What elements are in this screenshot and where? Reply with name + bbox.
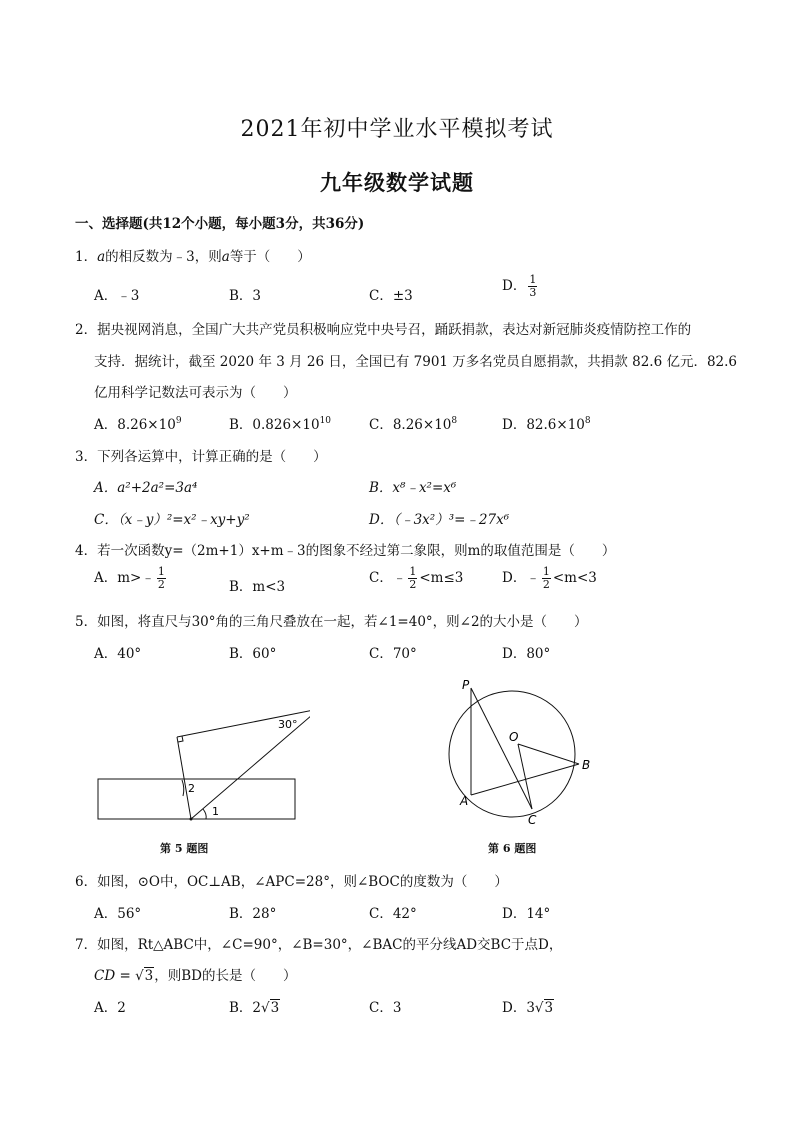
q2-option-a[interactable]: A．$8.26\times 10^9$ xyxy=(94,416,182,433)
figure-5-caption: 第 5 题图 xyxy=(160,842,209,855)
q5-option-d[interactable]: D．80° xyxy=(502,646,551,662)
question-6: 6．如图，⊙O中，OC⊥AB，∠APC=28°，则∠BOC的度数为（ ） xyxy=(75,874,508,890)
question-1: 1．a的相反数为﹣3，则a等于（ ） xyxy=(75,249,311,265)
triangle-side-left xyxy=(177,737,191,819)
q5-option-c[interactable]: C．70° xyxy=(369,646,417,662)
q2-option-b[interactable]: B．$0.826\times 10^{10}$ xyxy=(229,416,332,433)
q1-option-c[interactable]: C．±3 xyxy=(369,288,413,304)
q7-option-d[interactable]: D．3√3 xyxy=(502,1000,554,1016)
figure-6-caption: 第 6 题图 xyxy=(488,842,537,855)
q4-option-b[interactable]: B．m<3 xyxy=(229,579,286,595)
q6-option-c[interactable]: C．42° xyxy=(369,906,417,922)
angle-1-label: 1 xyxy=(212,805,219,818)
question-4: 4．若一次函数y=（2m+1）x+m﹣3的图象不经过第二象限，则m的取值范围是（ ） xyxy=(75,543,616,559)
q3-option-a[interactable]: A．a²+2a²=3a⁴ xyxy=(94,480,198,496)
q2-option-d[interactable]: D．$82.6\times 10^8$ xyxy=(502,416,591,433)
q4-option-d[interactable]: D．﹣ $\frac{1}{2}$ <m<3 xyxy=(502,565,597,591)
angle-30-label: 30° xyxy=(278,718,298,731)
q6-option-a[interactable]: A．56° xyxy=(94,906,142,922)
question-2-line-3: 亿用科学记数法可表示为（ ） xyxy=(94,385,297,401)
q1-option-a[interactable]: A．﹣3 xyxy=(94,288,140,304)
q6-option-b[interactable]: B．28° xyxy=(229,906,277,922)
segment-pc xyxy=(471,688,532,809)
q3-option-c[interactable]: C．（x﹣y）²=x²﹣xy+y² xyxy=(94,512,250,528)
q4-option-c[interactable]: C．﹣ $\frac{1}{2}$ <m≤3 xyxy=(369,565,464,591)
question-2-line-2: 支持．据统计，截至 2020 年 3 月 26 日，全国已有 7901 万多名党员自愿捐款，共捐款 82.6 亿元．82.6 xyxy=(94,354,738,370)
figure-5 xyxy=(90,700,310,830)
angle-2-label: 2 xyxy=(188,782,195,795)
ruler-rect xyxy=(98,779,295,819)
segment-oc xyxy=(518,744,532,809)
q7-option-b[interactable]: B．2√3 xyxy=(229,1000,280,1016)
question-7-line-1: 7．如图，Rt△ABC中，∠C=90°，∠B=30°，∠BAC的平分线AD交BC于点D， xyxy=(75,937,563,953)
exam-title: 2021年初中学业水平模拟考试 xyxy=(240,117,554,142)
q7-option-a[interactable]: A．2 xyxy=(94,1000,126,1016)
section-heading: 一、选择题(共12个小题，每小题3分，共36分) xyxy=(75,216,365,232)
q2-option-c[interactable]: C．$8.26\times 10^8$ xyxy=(369,416,458,433)
segment-ab xyxy=(471,764,579,795)
angle-1-arc xyxy=(203,809,206,819)
q4-option-a[interactable]: A．m>﹣ $\frac{1}{2}$ xyxy=(94,565,165,591)
q3-option-d[interactable]: D．（﹣3x²）³=﹣27x⁶ xyxy=(369,512,510,528)
q6-option-d[interactable]: D．14° xyxy=(502,906,551,922)
figure-6 xyxy=(440,668,610,833)
point-o-label: O xyxy=(509,730,519,744)
q1-option-d[interactable]: D． $\frac{1}{3}$ xyxy=(502,273,537,299)
question-3: 3．下列各运算中，计算正确的是（ ） xyxy=(75,449,327,465)
q1-option-b[interactable]: B．3 xyxy=(229,288,262,304)
question-2-line-1: 2．据央视网消息，全国广大共产党员积极响应党中央号召，踊跃捐款，表达对新冠肺炎疫情防控工作的 xyxy=(75,322,692,338)
point-a-label: A xyxy=(460,794,469,808)
point-b-label: B xyxy=(582,758,591,772)
question-7-line-2: CD = √3，则BD的长是（ ） xyxy=(94,968,297,984)
question-5: 5．如图，将直尺与30°角的三角尺叠放在一起，若∠1=40°，则∠2的大小是（ ） xyxy=(75,614,588,630)
q5-option-a[interactable]: A．40° xyxy=(94,646,142,662)
point-c-label: C xyxy=(528,813,537,827)
point-p-label: P xyxy=(462,678,470,692)
q3-option-b[interactable]: B．x⁸﹣x²=x⁶ xyxy=(369,480,457,496)
exam-subtitle: 九年级数学试题 xyxy=(320,170,474,195)
segment-ob xyxy=(518,744,579,764)
angle-2-arc xyxy=(182,780,184,796)
q7-option-c[interactable]: C．3 xyxy=(369,1000,402,1016)
q5-option-b[interactable]: B．60° xyxy=(229,646,277,662)
vertex-bottom xyxy=(190,818,193,821)
